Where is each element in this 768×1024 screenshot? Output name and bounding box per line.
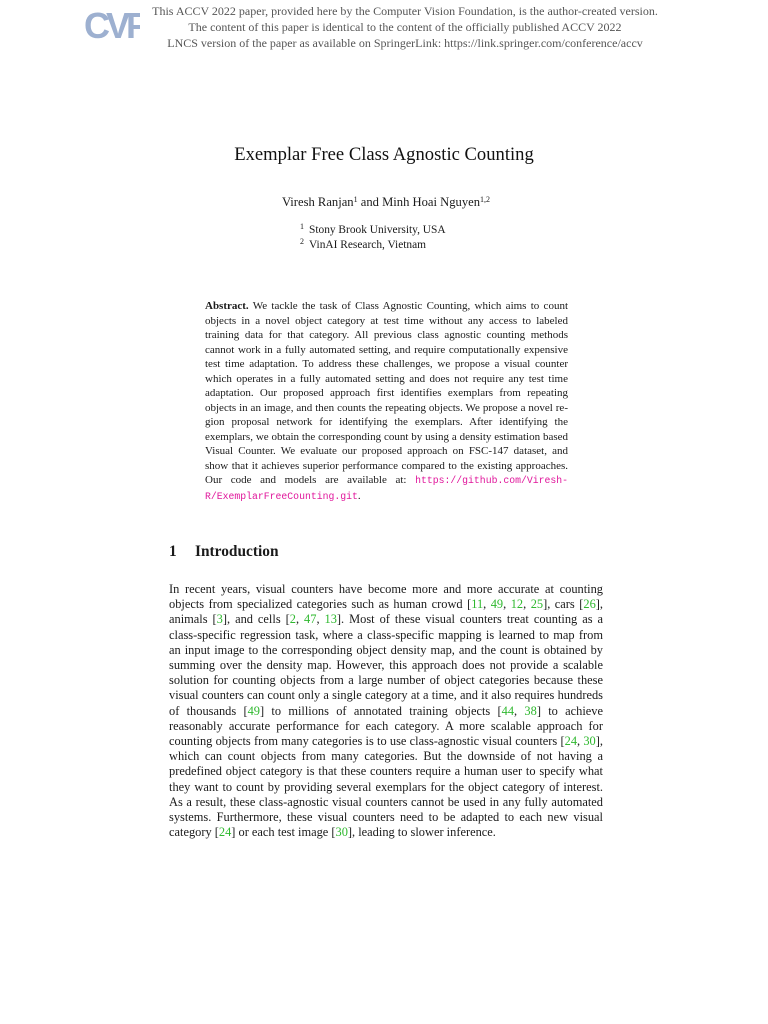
abstract-label: Abstract. [205,300,249,312]
abstract-url-suffix: . [357,489,361,502]
abstract [205,299,568,504]
notice-line: This ACCV 2022 paper, provided here by the Computer Vision Foundation, is the author-created version. [152,4,658,18]
intro-text: ], animals [ [169,597,603,627]
paper-title: Exemplar Free Class Agnostic Counting [234,144,534,165]
citation-link[interactable]: 47 [304,612,317,627]
citation-link[interactable]: 3 [216,612,223,627]
section-heading [169,543,279,561]
author-name: Minh Hoai Nguyen [382,195,481,209]
code-link[interactable]: https://github.com/Viresh-R/ExemplarFreeCounting.git [205,475,568,502]
cvf-notice [130,3,680,51]
author-separator: and [357,195,383,209]
intro-text: ], cars [ [543,597,584,612]
affiliation-list [300,223,500,253]
intro-text: ] to millions of annotated training objects [ [259,703,502,718]
citation-link[interactable]: 30 [583,734,596,749]
citation-link[interactable]: 11 [471,597,484,612]
affiliation [300,238,500,253]
intro-text: , [523,597,531,612]
citation-link[interactable]: 44 [501,703,515,718]
notice-line: LNCS version of the paper as available on SpringerLink: https://link.springer.com/conference/accv [167,36,643,50]
intro-text: , [295,612,305,627]
intro-text: ] or each test image [ [231,825,336,840]
citation-link[interactable]: 25 [530,597,544,612]
citation-link[interactable]: 49 [247,703,260,718]
author-affil-mark: 1,2 [480,195,491,204]
intro-text: ] to achieve reasonably accurate performance for each category. A more scalable approach for counting objects from many categories is to use class-agnostic visual counters [ [169,703,603,749]
notice-line: The content of this paper is identical to the content of the officially published ACCV 2022 [188,20,622,34]
citation-link[interactable]: 24 [564,734,578,749]
intro-text: ], leading to slower inference. [347,825,496,840]
author-name: Viresh Ranjan [281,195,354,209]
section-title: Introduction [195,543,279,560]
affiliation [300,223,500,238]
affil-text: Stony Brook University, USA [309,224,446,236]
section-number: 1 [169,543,177,560]
intro-text: , [503,597,511,612]
intro-text: ], and cells [ [222,612,290,627]
citation-link[interactable]: 49 [490,597,504,612]
citation-link[interactable]: 38 [524,703,537,718]
intro-text: ]. Most of these visual counters treat counting as a class-specific regression task, where a class-specific mapping is learned to map from an input image to the corresponding object density map, and the count is obtained by summing over the density map. However, this approach does not provide a scalable solution for counting objects from a large number of object categories because these visual counters can count only a single category at a time, and it also requires hundreds of thousands [ [169,612,603,718]
abstract-text: We tackle the task of Class Agnostic Counting, which aims to count objects in a novel object category at test time without any access to labeled training data for that category. All previous class agnostic counting methods cannot work in a fully automated setting, and require computationally expensive test time adaptation. To address these challenges, we propose a visual counter which operates in a fully automated setting and does not require any test time adaptation. Our proposed approach first identifies exemplars from repeating objects in an image, and then counts the repeating objects. We propose a novel region proposal network for identifying the exemplars. After identifying the exemplars, we obtain the corresponding count by using a density estimation based Visual Counter. We evaluate our proposed approach on FSC-147 dataset, and show that it achieves superior performance compared to the existing approaches. Our code and models are available at: [205,300,568,486]
cvf-logo-text: CVF [84,6,140,44]
citation-link[interactable]: 2 [289,612,296,627]
author-affil-mark: 1 [353,195,358,204]
introduction-paragraph [169,582,603,840]
citation-link[interactable]: 26 [583,597,596,612]
citation-link[interactable]: 24 [218,825,232,840]
intro-text: ], which can count objects from many categories. But the downside of not having a predefined object category is that these counters require a human user to specify what they want to count by providing several exemplars for the object category of interest. As a result, these class-agnostic visual counters cannot be used in any fully automated systems. Furthermore, these visual counters need to be adapted to each new visual category [ [169,734,603,840]
intro-text: In recent years, visual counters have become more and more accurate at counting objects from specialized categories such as human crowd [ [169,582,603,612]
citation-link[interactable]: 13 [324,612,337,627]
affil-mark: 2 [300,237,304,246]
affil-mark: 1 [300,222,304,231]
intro-text: , [483,597,491,612]
affil-text: VinAI Research, Vietnam [309,239,427,251]
citation-link[interactable]: 12 [510,597,524,612]
intro-text: , [514,703,525,718]
citation-link[interactable]: 30 [335,825,348,840]
author-list [0,195,768,210]
intro-text: , [577,734,584,749]
intro-text: , [316,612,325,627]
